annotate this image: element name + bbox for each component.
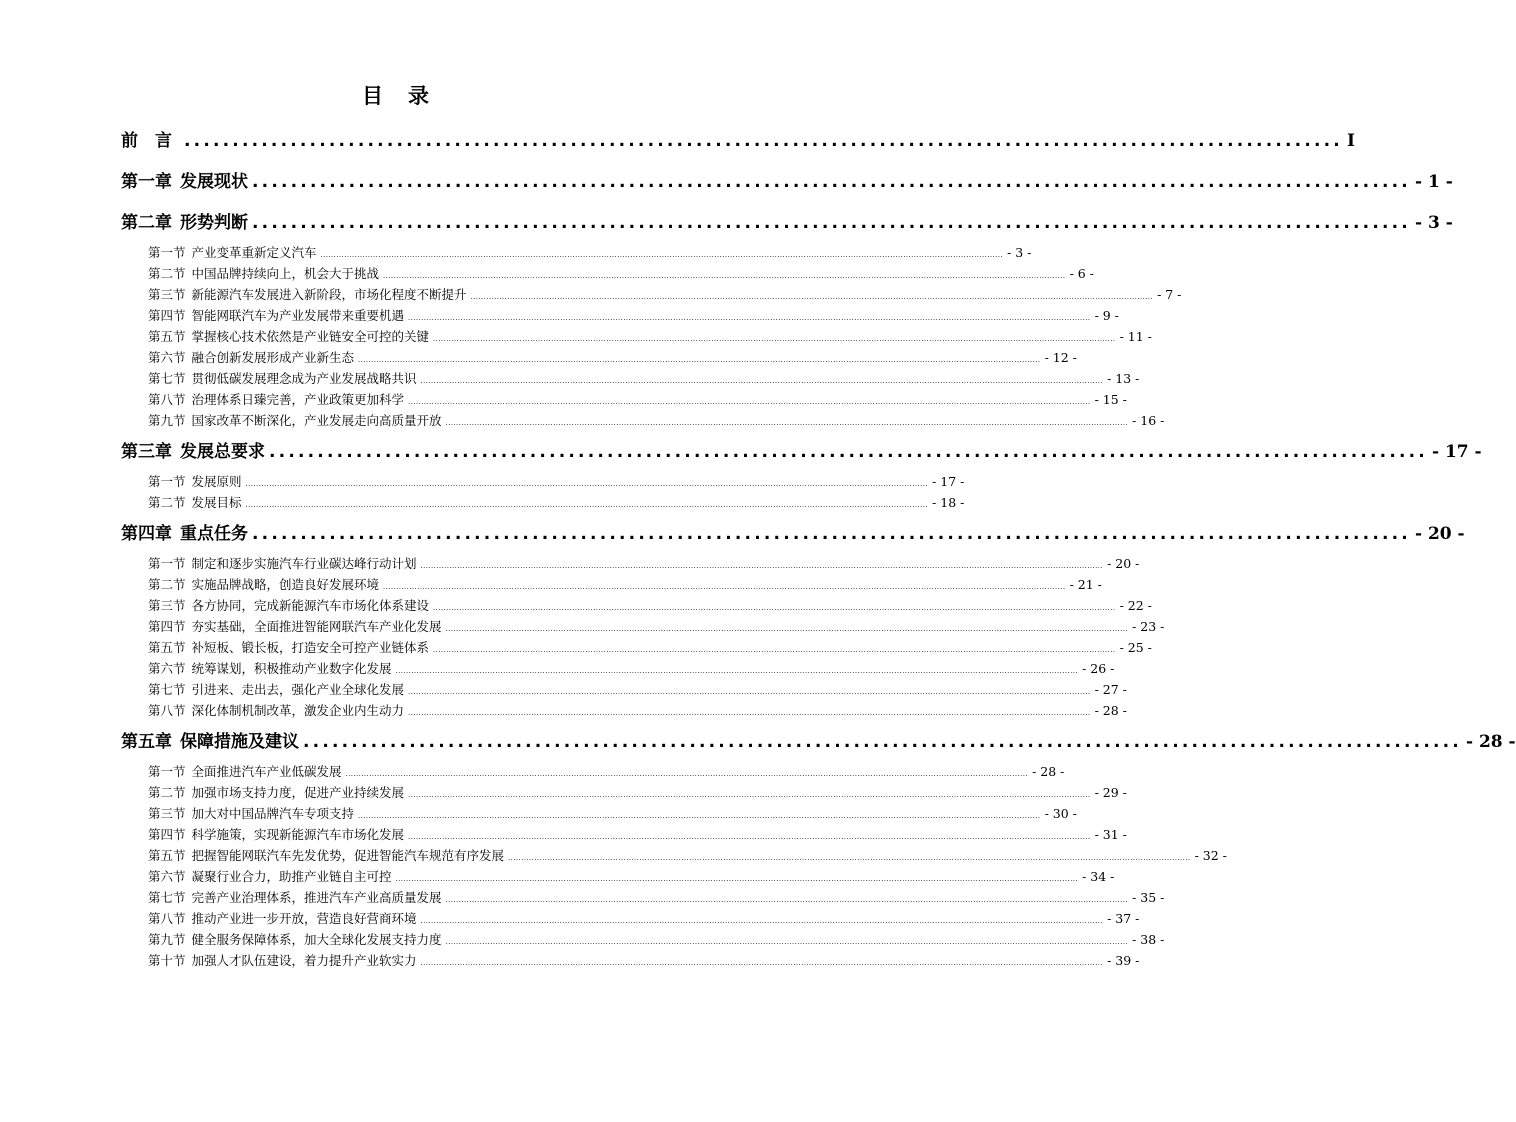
section-number: 第五节 [148,640,186,655]
page-number: - 1 - [1414,172,1453,192]
page-number: - 37 - [1107,911,1140,926]
toc-chapter-row[interactable] [121,522,1465,546]
page-number: - 31 - [1094,827,1127,842]
toc-section-row[interactable] [148,473,965,491]
page-number: - 38 - [1132,932,1165,947]
section-title: 夯实基础，全面推进智能网联汽车产业化发展 [191,619,442,634]
toc-section-row[interactable] [148,349,1077,367]
page-number: - 12 - [1044,350,1077,365]
section-number: 第五节 [148,329,186,344]
toc-section-row[interactable] [148,868,1115,886]
section-number: 第二节 [148,495,186,510]
toc-section-row[interactable] [148,265,1094,283]
dot-leader: .................................................................................................................................................................................................................................................................... [358,812,1041,820]
page-title: 目 录 [362,84,431,108]
dot-leader: .................................................................................................................................................................................................................................................................... [433,646,1116,654]
section-number: 第六节 [148,350,186,365]
dot-leader: ........................................................................................................................ [252,172,1411,192]
section-title: 治理体系日臻完善，产业政策更加科学 [191,392,405,407]
dot-leader: .................................................................................................................................................................................................................................................................... [470,293,1154,301]
page-number: - 17 - [1431,442,1482,462]
section-number: 第一节 [148,245,186,260]
page-number: - 28 - [1465,732,1516,752]
page-number: - 20 - [1107,556,1140,571]
toc-section-row[interactable] [148,660,1115,678]
dot-leader: .................................................................................................................................................................................................................................................................... [345,770,1029,778]
toc-section-row[interactable] [148,826,1127,844]
dot-leader: .................................................................................................................................................................................................................................................................... [433,604,1116,612]
page-number: - 3 - [1007,245,1032,260]
chapter-number: 第二章 [121,213,172,233]
page-number: - 35 - [1132,890,1165,905]
dot-leader: .................................................................................................................................................................................................................................................................... [408,688,1091,696]
section-title: 各方协同，完成新能源汽车市场化体系建设 [191,598,430,613]
section-number: 第八节 [148,703,186,718]
page-number: - 7 - [1157,287,1182,302]
chapter-title: 形势判断 [180,213,248,233]
section-title: 凝聚行业合力，助推产业链自主可控 [191,869,392,884]
section-title: 加大对中国品牌汽车专项支持 [191,806,355,821]
chapter-title: 重点任务 [180,524,248,544]
toc-section-row[interactable] [148,597,1152,615]
dot-leader: ........................................................................................................................ [252,213,1411,233]
toc-chapter-row[interactable] [121,170,1453,194]
section-number: 第三节 [148,287,186,302]
section-number: 第十节 [148,953,186,968]
toc-chapter-row[interactable] [121,440,1482,464]
section-title: 发展目标 [191,495,242,510]
page-number: - 15 - [1094,392,1127,407]
toc-section-row[interactable] [148,391,1127,409]
section-title: 贯彻低碳发展理念成为产业发展战略共识 [191,371,417,386]
page-number: - 17 - [932,474,965,489]
section-title: 推动产业进一步开放，营造良好营商环境 [191,911,417,926]
dot-leader: .................................................................................................................................................................................................................................................................... [445,896,1129,904]
section-number: 第三节 [148,598,186,613]
page-number: - 32 - [1194,848,1227,863]
dot-leader: .................................................................................................................................................................................................................................................................... [358,356,1041,364]
dot-leader: .................................................................................................................................................................................................................................................................... [408,709,1091,717]
chapter-number: 第一章 [121,172,172,192]
toc-section-row[interactable] [148,576,1102,594]
section-title: 完善产业治理体系，推进汽车产业高质量发展 [191,890,442,905]
page-number: - 18 - [932,495,965,510]
chapter-number: 前 言 [121,131,172,151]
section-number: 第二节 [148,785,186,800]
toc-section-row[interactable] [148,618,1165,636]
dot-leader: .................................................................................................................................................................................................................................................................... [445,419,1129,427]
page-number: I [1346,131,1355,151]
toc-section-row[interactable] [148,244,1032,262]
section-title: 科学施策，实现新能源汽车市场化发展 [191,827,405,842]
page-number: - 21 - [1069,577,1102,592]
chapter-title: 发展总要求 [180,442,265,462]
page-number: - 27 - [1094,682,1127,697]
toc-chapter-row[interactable] [121,211,1453,235]
page-number: - 22 - [1119,598,1152,613]
section-title: 统筹谋划，积极推动产业数字化发展 [191,661,392,676]
section-number: 第三节 [148,806,186,821]
chapter-number: 第四章 [121,524,172,544]
section-title: 发展原则 [191,474,242,489]
dot-leader: .................................................................................................................................................................................................................................................................... [420,377,1104,385]
toc-chapter-row[interactable] [121,730,1516,754]
dot-leader: .................................................................................................................................................................................................................................................................... [433,335,1116,343]
dot-leader: .................................................................................................................................................................................................................................................................... [395,667,1079,675]
dot-leader: .................................................................................................................................................................................................................................................................... [420,917,1104,925]
toc-section-row[interactable] [148,910,1140,928]
chapter-title: 发展现状 [180,172,248,192]
toc-section-row[interactable] [148,784,1127,802]
section-number: 第四节 [148,619,186,634]
chapter-title: 保障措施及建议 [180,732,299,752]
toc-section-row[interactable] [148,328,1152,346]
toc-section-row[interactable] [148,681,1127,699]
section-title: 引进来、走出去，强化产业全球化发展 [191,682,405,697]
section-number: 第七节 [148,890,186,905]
page-number: - 16 - [1132,413,1165,428]
page-number: - 20 - [1414,524,1465,544]
section-number: 第六节 [148,661,186,676]
section-title: 加强市场支持力度，促进产业持续发展 [191,785,405,800]
page-number: - 39 - [1107,953,1140,968]
page-number: - 34 - [1082,869,1115,884]
section-title: 把握智能网联汽车先发优势，促进智能汽车规范有序发展 [191,848,505,863]
section-number: 第八节 [148,911,186,926]
toc-section-row[interactable] [148,639,1152,657]
dot-leader: .................................................................................................................................................................................................................................................................... [445,625,1129,633]
page-number: - 23 - [1132,619,1165,634]
dot-leader: ........................................................................................................................ [303,732,1462,752]
section-title: 制定和逐步实施汽车行业碳达峰行动计划 [191,556,417,571]
page-number: - 13 - [1107,371,1140,386]
toc-section-row[interactable] [148,805,1077,823]
dot-leader: .................................................................................................................................................................................................................................................................... [245,480,929,488]
toc-section-row[interactable] [148,889,1165,907]
page-number: - 28 - [1094,703,1127,718]
section-number: 第六节 [148,869,186,884]
section-number: 第四节 [148,827,186,842]
section-number: 第九节 [148,932,186,947]
chapter-number: 第三章 [121,442,172,462]
section-number: 第八节 [148,392,186,407]
toc-section-row[interactable] [148,847,1227,865]
dot-leader: .................................................................................................................................................................................................................................................................... [408,791,1091,799]
toc-section-row[interactable] [148,412,1165,430]
section-number: 第九节 [148,413,186,428]
section-title: 加强人才队伍建设，着力提升产业软实力 [191,953,417,968]
section-number: 第一节 [148,556,186,571]
dot-leader: .................................................................................................................................................................................................................................................................... [445,938,1129,946]
dot-leader: .................................................................................................................................................................................................................................................................... [383,272,1066,280]
section-title: 国家改革不断深化，产业发展走向高质量开放 [191,413,442,428]
dot-leader: .................................................................................................................................................................................................................................................................... [320,251,1004,259]
toc-section-row[interactable] [148,952,1140,970]
section-title: 深化体制机制改革，激发企业内生动力 [191,703,405,718]
dot-leader: ........................................................................................................................ [269,442,1428,462]
page-number: - 9 - [1094,308,1119,323]
page-number: - 25 - [1119,640,1152,655]
section-title: 中国品牌持续向上，机会大于挑战 [191,266,380,281]
dot-leader: .................................................................................................................................................................................................................................................................... [420,959,1104,967]
page-number: - 26 - [1082,661,1115,676]
toc-section-row[interactable] [148,286,1182,304]
page-number: - 6 - [1069,266,1094,281]
section-title: 实施品牌战略，创造良好发展环境 [191,577,380,592]
section-number: 第一节 [148,474,186,489]
page-number: - 30 - [1044,806,1077,821]
section-title: 融合创新发展形成产业新生态 [191,350,355,365]
toc-section-row[interactable] [148,370,1140,388]
dot-leader: ........................................................................................................................ [252,524,1411,544]
dot-leader: .................................................................................................................................................................................................................................................................... [245,501,929,509]
section-title: 补短板、锻长板，打造安全可控产业链体系 [191,640,430,655]
toc-section-row[interactable] [148,763,1065,781]
dot-leader: .................................................................................................................................................................................................................................................................... [508,854,1191,862]
dot-leader: ........................................................................................................................ [184,131,1343,151]
section-number: 第一节 [148,764,186,779]
section-title: 新能源汽车发展进入新阶段，市场化程度不断提升 [191,287,467,302]
toc-section-row[interactable] [148,494,965,512]
dot-leader: .................................................................................................................................................................................................................................................................... [408,314,1091,322]
section-number: 第五节 [148,848,186,863]
dot-leader: .................................................................................................................................................................................................................................................................... [408,398,1091,406]
toc-section-row[interactable] [148,307,1119,325]
page-number: - 28 - [1032,764,1065,779]
page-number: - 11 - [1119,329,1152,344]
section-title: 产业变革重新定义汽车 [191,245,317,260]
section-number: 第二节 [148,266,186,281]
dot-leader: .................................................................................................................................................................................................................................................................... [420,562,1104,570]
section-title: 智能网联汽车为产业发展带来重要机遇 [191,308,405,323]
toc-section-row[interactable] [148,931,1165,949]
section-title: 全面推进汽车产业低碳发展 [191,764,342,779]
page-number: - 3 - [1414,213,1453,233]
section-title: 健全服务保障体系，加大全球化发展支持力度 [191,932,442,947]
page-number: - 29 - [1094,785,1127,800]
dot-leader: .................................................................................................................................................................................................................................................................... [408,833,1091,841]
dot-leader: .................................................................................................................................................................................................................................................................... [383,583,1066,591]
section-number: 第七节 [148,371,186,386]
toc-section-row[interactable] [148,702,1127,720]
toc-chapter-row[interactable] [121,129,1355,153]
dot-leader: .................................................................................................................................................................................................................................................................... [395,875,1079,883]
section-number: 第七节 [148,682,186,697]
chapter-number: 第五章 [121,732,172,752]
section-number: 第四节 [148,308,186,323]
section-title: 掌握核心技术依然是产业链安全可控的关键 [191,329,430,344]
section-number: 第二节 [148,577,186,592]
toc-section-row[interactable] [148,555,1140,573]
